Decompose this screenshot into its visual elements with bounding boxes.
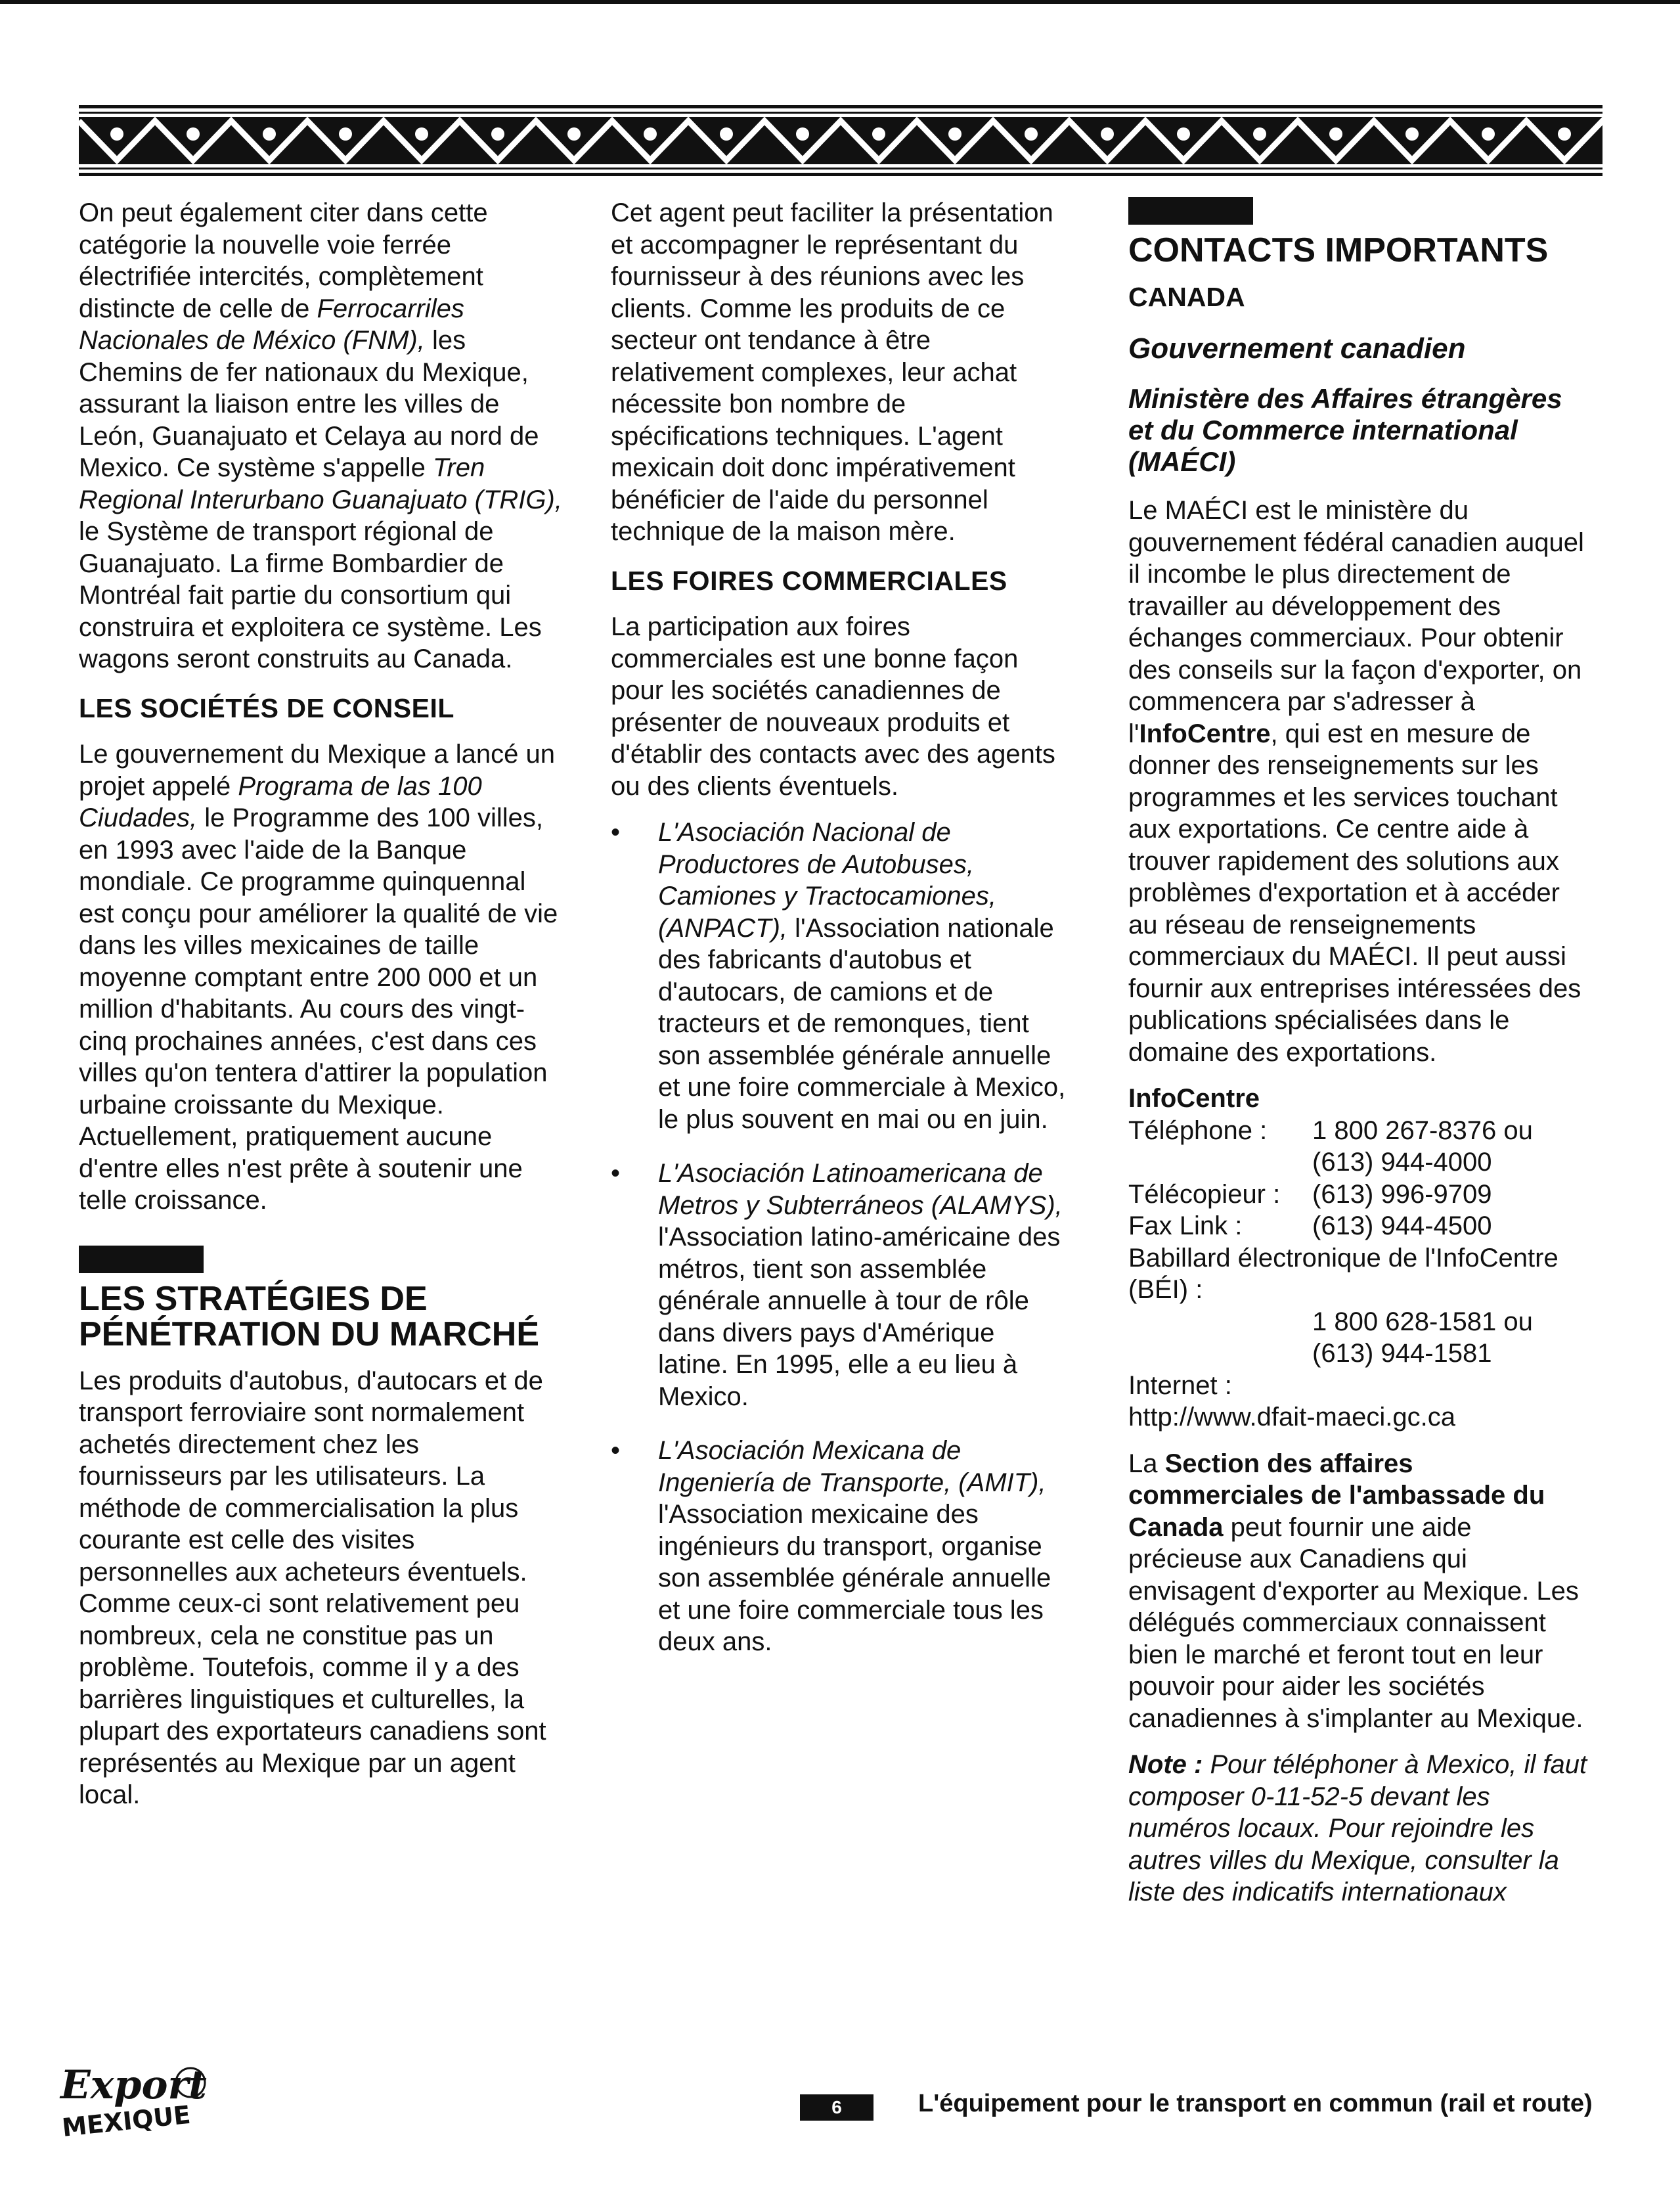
fax-number: (613) 996-9709 (1312, 1179, 1492, 1209)
bei-label: Babillard électronique de l'InfoCentre (BÉI) : (1128, 1243, 1558, 1304)
column-right (1128, 197, 1588, 1923)
faxlink-number: (613) 944-4500 (1312, 1211, 1492, 1240)
heading-societes-conseil: LES SOCIÉTÉS DE CONSEIL (79, 692, 454, 723)
bei-number: 1 800 628-1581 ou (1312, 1307, 1533, 1336)
decorative-border-band (79, 105, 1603, 176)
faxlink-label: Fax Link : (1128, 1211, 1243, 1240)
infocentre-contacts (1128, 1083, 1588, 1433)
phone-label: Téléphone : (1128, 1116, 1268, 1145)
export-mexique-logo (58, 2056, 215, 2145)
list-item: • L'Asociación Mexicana de Ingeniería de Transporte, (AMIT), l'Association mexicaine des ingénieurs du transport, organise son assemblée générale annuelle et une foire commerciale tous les deux ans. (611, 1436, 1051, 1656)
paragraph-programa-100: Le gouvernement du Mexique a lancé un projet appelé Programa de las 100 Ciudades, le Programme des 100 villes, en 1993 avec l'aide de la Banque mondiale. Ce programme quinquennal est conçu pour améliorer la qualité de vie dans les villes mexicaines de taille moyenne comptant entre 200 000 et un million d'habitants. Au cours des vingt-cinq prochaines années, c'est dans ces villes qu'on tentera d'attirer la population urbaine croissante du Mexique. Actuellement, pratiquement aucune d'entre elles n'est prête à soutenir une telle croissance. (79, 740, 558, 1215)
internet-label: Internet : (1128, 1370, 1232, 1400)
svg-text:Export: Export (60, 2062, 207, 2108)
heading-foires: LES FOIRES COMMERCIALES (611, 565, 1007, 596)
bullet-icon: • (611, 818, 621, 847)
phone-number: (613) 944-4000 (1312, 1148, 1492, 1177)
paragraph-note: Note : Pour téléphoner à Mexico, il faut composer 0-11-52-5 devant les numéros locaux. Pour rejoindre les autres villes du Mexique, consulter la liste des indicatifs internationaux (1128, 1750, 1587, 1906)
heading-canada: CANADA (1128, 282, 1245, 312)
page-number: 6 (800, 2094, 873, 2121)
list-item: • L'Asociación Nacional de Productores de Autobuses, Camiones y Tractocamiones, (ANPACT), l'Association nationale des fabricants d'autobus et d'autocars, de camions et de tracteurs et de remonques, tient son assemblée générale annuelle et une foire commerciale à Mexico, le plus souvent en mai ou en juin. (611, 818, 1066, 1134)
bullet-icon: • (611, 1436, 621, 1465)
column-middle (611, 197, 1071, 1680)
foires-list (611, 817, 1071, 1658)
phone-number: 1 800 267-8376 ou (1312, 1116, 1533, 1145)
infocentre-title: InfoCentre (1128, 1084, 1260, 1113)
heading-contacts: CONTACTS IMPORTANTS (1128, 231, 1549, 269)
top-rule (0, 0, 1680, 4)
paragraph-maeci: Le MAÉCI est le ministère du gouvernement fédéral canadien auquel il incombe le plus directement de travailler au développement des échanges commerciaux. Pour obtenir des conseils sur la façon d'exporter, on commencera par s'adresser à l'InfoCentre, qui est en mesure de donner des renseignements sur les programmes et les services touchant aux exportations. Ce centre aide à trouver rapidement des solutions aux problèmes d'exportation et à accéder au réseau de renseignements commerciaux du MAÉCI. Il peut aussi fournir aux entreprises intéressées des publications spécialisées dans le domaine des exportations. (1128, 496, 1584, 1067)
column-left (79, 197, 565, 1826)
section-bar-marker (1128, 197, 1253, 225)
footer-title: L'équipement pour le transport en commun (rail et route) (918, 2090, 1593, 2117)
paragraph-ambassade: La Section des affaires commerciales de l'ambassade du Canada peut fournir une aide précieuse aux Canadiens qui envisagent d'exporter au Mexique. Les délégués commerciaux connaissent bien le marché et feront tout en leur pouvoir pour aider les sociétés canadiennes à s'implanter au Mexique. (1128, 1449, 1583, 1733)
section-bar-marker (79, 1246, 204, 1273)
heading-gouvernement: Gouvernement canadien (1128, 332, 1466, 365)
fax-label: Télécopieur : (1128, 1179, 1281, 1209)
paragraph-strategies: Les produits d'autobus, d'autocars et de transport ferroviaire sont normalement achetés directement chez les fournisseurs par les utilisateurs. La méthode de commercialisation la plus courante est celle des visites personnelles aux acheteurs éventuels. Comme ceux-ci sont relativement peu nombreux, cela ne constitue pas un problème. Toutefois, comme il y a des barrières linguistiques et culturelles, la plupart des exportateurs canadiens sont représentés au Mexique par un agent local. (79, 1366, 546, 1809)
paragraph-foires: La participation aux foires commerciales est une bonne façon pour les sociétés canadiennes de présenter de nouveaux produits et d'établir des contacts avec des agents ou des clients éventuels. (611, 612, 1055, 801)
list-item: • L'Asociación Latinoamericana de Metros y Subterráneos (ALAMYS), l'Association latino-américaine des métros, tient son assemblée générale annuelle à tour de rôle dans divers pays d'Amérique latine. En 1995, elle a eu lieu à Mexico. (611, 1159, 1063, 1411)
bullet-icon: • (611, 1159, 621, 1188)
paragraph-agent: Cet agent peut faciliter la présentation et accompagner le représentant du fournisseur à des réunions avec les clients. Comme les produits de ce secteur ont tendance à être relativement complexes, leur achat nécessite bon nombre de spécifications techniques. L'agent mexicain doit donc impérativement bénéficier de l'aide du personnel technique de la maison mère. (611, 198, 1053, 546)
paragraph-trig: On peut également citer dans cette catégorie la nouvelle voie ferrée électrifiée intercités, complètement distincte de celle de Ferrocarriles Nacionales de México (FNM), les Chemins de fer nationaux du Mexique, assurant la liaison entre les villes de León, Guanajuato et Celaya au nord de Mexico. Ce système s'appelle Tren Regional Interurbano Guanajuato (TRIG), le Système de transport régional de Guanajuato. La firme Bombardier de Montréal fait partie du consortium qui construira et exploitera ce système. Les wagons seront construits au Canada. (79, 198, 562, 673)
internet-link[interactable]: http://www.dfait-maeci.gc.ca (1128, 1403, 1455, 1432)
heading-strategies: LES STRATÉGIES DE PÉNÉTRATION DU MARCHÉ (79, 1279, 540, 1353)
heading-maeci: Ministère des Affaires étrangères et du Commerce international (MAÉCI) (1128, 383, 1562, 477)
bei-number: (613) 944-1581 (1312, 1339, 1492, 1368)
svg-text:MEXIQUE: MEXIQUE (60, 2100, 192, 2142)
